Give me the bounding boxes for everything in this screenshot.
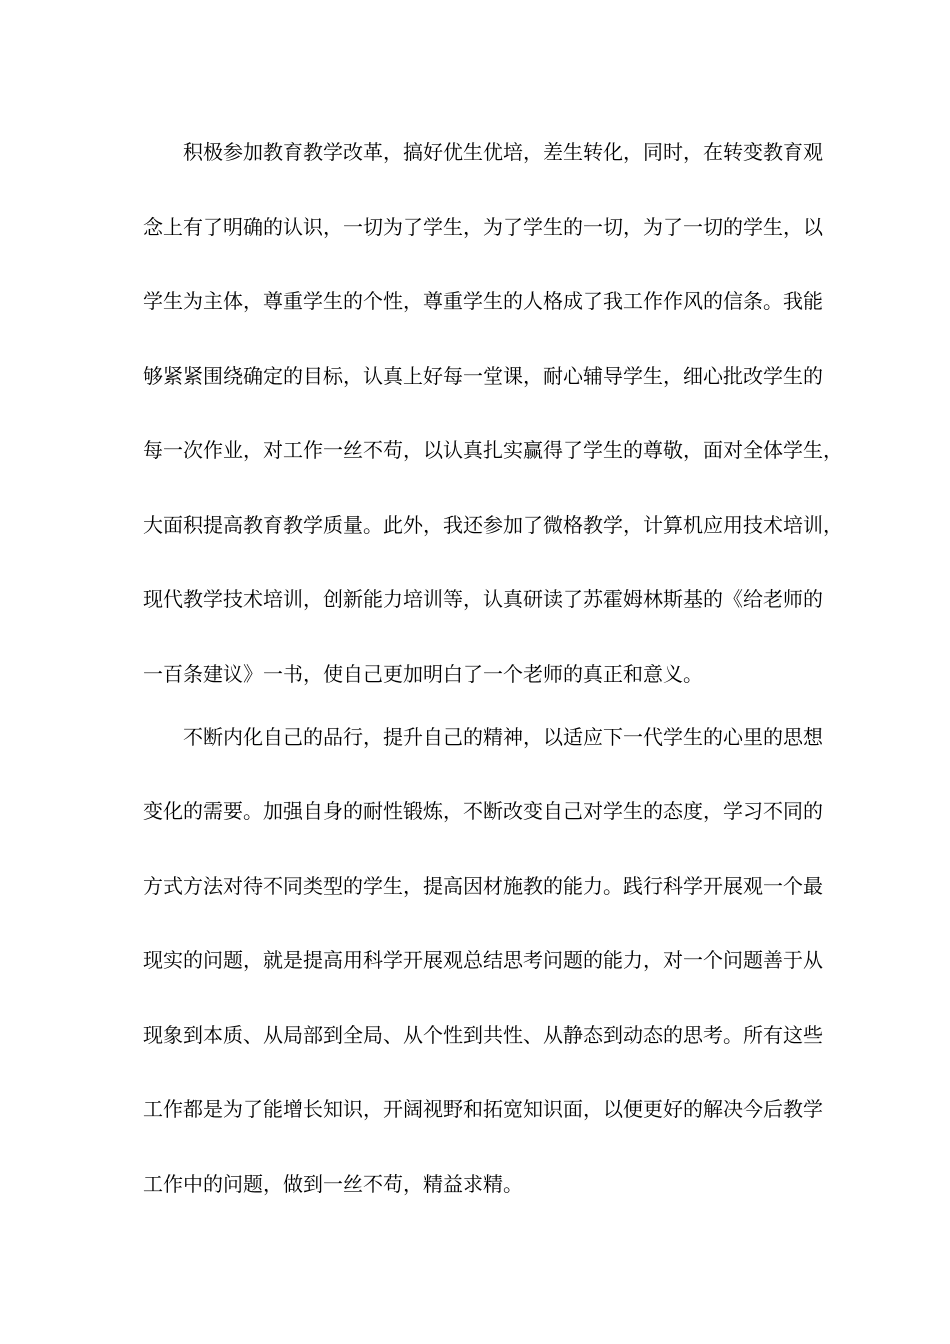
paragraph-line: 现实的问题，就是提高用科学开展观总结思考问题的能力，对一个问题善于从 bbox=[143, 948, 823, 972]
paragraph-2 bbox=[143, 721, 823, 1243]
paragraph-line: 工作中的问题，做到一丝不苟，精益求精。 bbox=[143, 1171, 523, 1196]
document-body bbox=[143, 136, 843, 1242]
paragraph-line: 够紧紧围绕确定的目标，认真上好每一堂课，耐心辅导学生，细心批改学生的 bbox=[143, 363, 823, 388]
paragraph-line: 现象到本质、从局部到全局、从个性到共性、从静态到动态的思考。所有这些 bbox=[143, 1022, 823, 1047]
paragraph-1 bbox=[143, 136, 843, 721]
paragraph-line: 工作都是为了能增长知识，开阔视野和拓宽知识面，以便更好的解决今后教学 bbox=[143, 1097, 823, 1121]
paragraph-line: 念上有了明确的认识，一切为了学生，为了学生的一切，为了一切的学生，以 bbox=[143, 214, 823, 239]
paragraph-line: 大面积提高教育教学质量。此外，我还参加了微格教学，计算机应用技术培训， bbox=[143, 512, 843, 537]
paragraph-line: 不断内化自己的品行，提升自己的精神，以适应下一代学生的心里的思想 bbox=[183, 724, 823, 749]
paragraph-line: 方式方法对待不同类型的学生，提高因材施教的能力。践行科学开展观一个最 bbox=[143, 873, 823, 898]
paragraph-line: 积极参加教育教学改革，搞好优生优培，差生转化，同时，在转变教育观 bbox=[183, 140, 823, 164]
paragraph-line: 每一次作业，对工作一丝不苟，以认真扎实赢得了学生的尊敬，面对全体学生， bbox=[143, 438, 843, 462]
paragraph-line: 变化的需要。加强自身的耐性锻炼，不断改变自己对学生的态度，学习不同的 bbox=[143, 799, 823, 823]
paragraph-line: 学生为主体，尊重学生的个性，尊重学生的人格成了我工作作风的信条。我能 bbox=[143, 289, 823, 313]
paragraph-line: 一百条建议》一书，使自己更加明白了一个老师的真正和意义。 bbox=[143, 661, 703, 686]
paragraph-line: 现代教学技术培训，创新能力培训等，认真研读了苏霍姆林斯基的《给老师的 bbox=[143, 587, 823, 611]
